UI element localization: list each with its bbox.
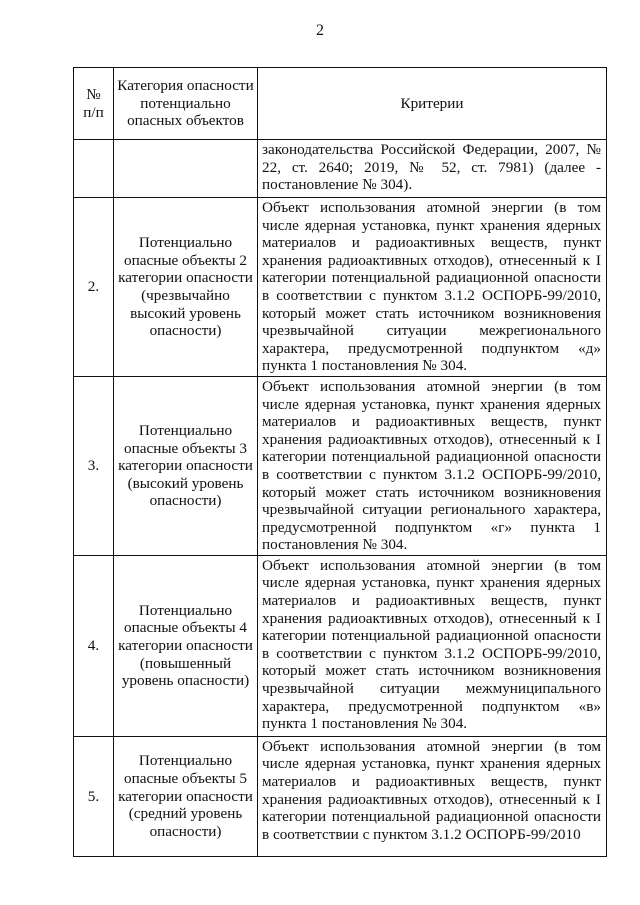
- row-criteria: Объект использования атомной энергии (в том числе ядерная установка, пункт хранения ядерных материалов и радиоактивных веществ, пункт хранения радиоактивных отходов), отнесенный к I категории потенциальной радиационной опасности в соответствии с пунктом 3.1.2 ОСПОРБ-99/2010, который может стать источником возникновения чрезвычайной ситуации межрегионального характера, предусмотренной подпунктом «д» пункта 1 постановления № 304.: [258, 198, 607, 377]
- criteria-table: [73, 67, 607, 857]
- header-number: № п/п: [74, 68, 114, 140]
- table-row: [74, 140, 607, 198]
- row-number: 4.: [74, 555, 114, 736]
- page-number: 2: [316, 22, 324, 39]
- row-criteria: законодательства Российской Федерации, 2007, № 22, ст. 2640; 2019, № 52, ст. 7981) (далее - постановление № 304).: [258, 140, 607, 198]
- table-row: [74, 376, 607, 555]
- row-number: [74, 140, 114, 198]
- row-criteria: Объект использования атомной энергии (в том числе ядерная установка, пункт хранения ядерных материалов и радиоактивных веществ, пункт хранения радиоактивных отходов), отнесенный к I категории потенциальной радиационной опасности в соответствии с пунктом 3.1.2 ОСПОРБ-99/2010, который может стать источником возникновения чрезвычайной ситуации межмуниципального характера, предусмотренной подпунктом «в» пункта 1 постановления № 304.: [258, 555, 607, 736]
- table-header-row: [74, 68, 607, 140]
- header-category: Категория опасности потенциально опасных объектов: [114, 68, 258, 140]
- row-category: Потенциально опасные объекты 3 категории опасности (высокий уровень опасности): [114, 376, 258, 555]
- table-row: [74, 198, 607, 377]
- row-number: 2.: [74, 198, 114, 377]
- row-number: 3.: [74, 376, 114, 555]
- row-category: Потенциально опасные объекты 4 категории опасности (повышенный уровень опасности): [114, 555, 258, 736]
- table-row: [74, 736, 607, 856]
- row-category: [114, 140, 258, 198]
- table-row: [74, 555, 607, 736]
- row-category: Потенциально опасные объекты 5 категории опасности (средний уровень опасности): [114, 736, 258, 856]
- row-criteria: Объект использования атомной энергии (в том числе ядерная установка, пункт хранения ядерных материалов и радиоактивных веществ, пункт хранения радиоактивных отходов), отнесенный к I категории потенциальной радиационной опасности в соответствии с пунктом 3.1.2 ОСПОРБ-99/2010: [258, 736, 607, 856]
- row-category: Потенциально опасные объекты 2 категории опасности (чрезвычайно высокий уровень опасности): [114, 198, 258, 377]
- row-number: 5.: [74, 736, 114, 856]
- row-criteria: Объект использования атомной энергии (в том числе ядерная установка, пункт хранения ядерных материалов и радиоактивных веществ, пункт хранения радиоактивных отходов), отнесенный к I категории потенциальной радиационной опасности в соответствии с пунктом 3.1.2 ОСПОРБ-99/2010, который может стать источником возникновения чрезвычайной ситуации регионального характера, предусмотренной подпунктом «г» пункта 1 постановления № 304.: [258, 376, 607, 555]
- header-criteria: Критерии: [258, 68, 607, 140]
